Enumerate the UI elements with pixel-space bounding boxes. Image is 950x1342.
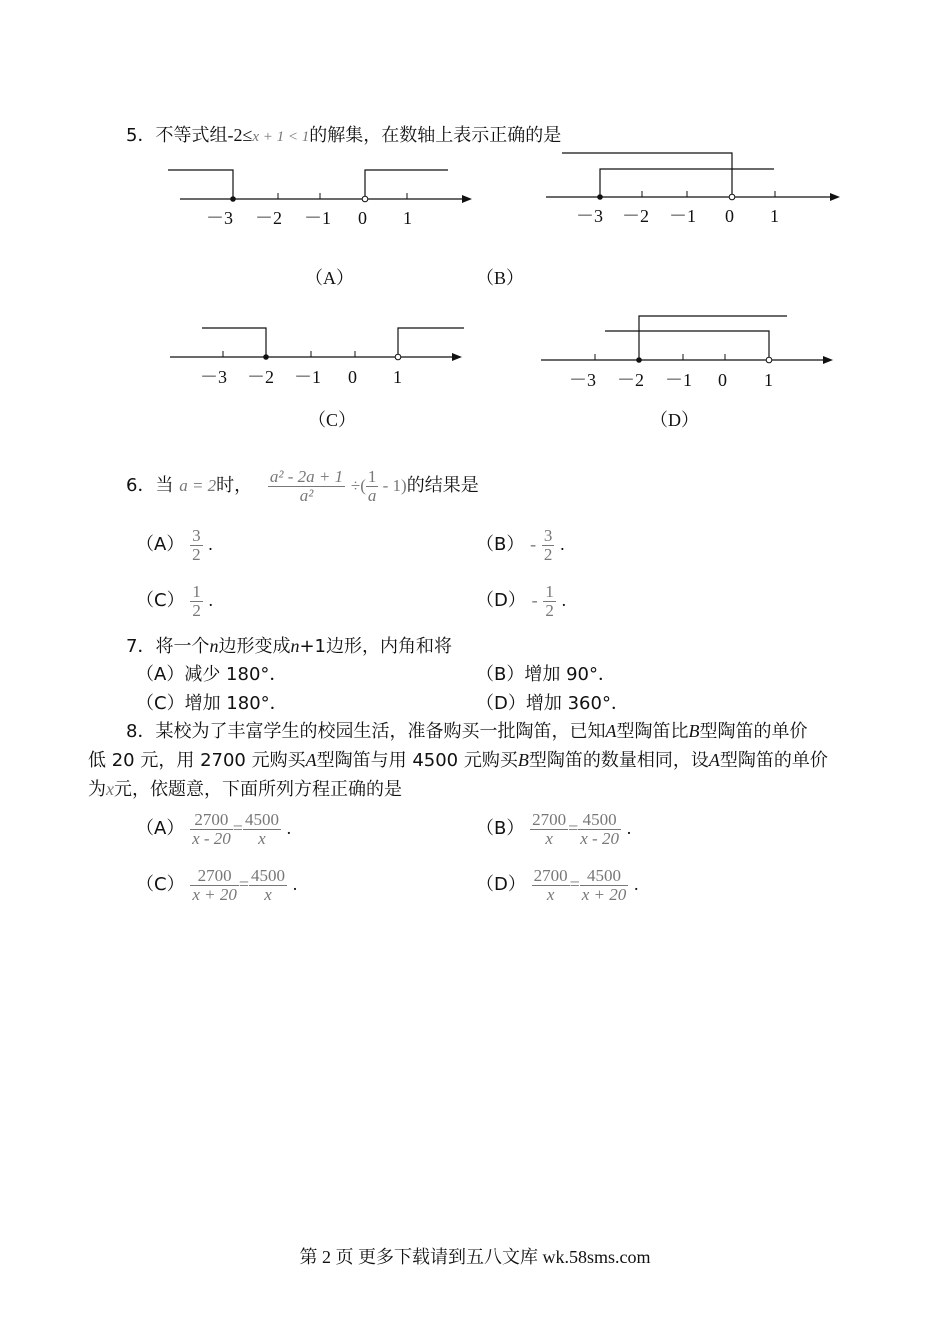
q8-option-a: [136, 806, 291, 851]
equals-sign: =: [568, 818, 579, 838]
option-c-label: （C）: [308, 410, 357, 430]
option-end: .: [626, 818, 632, 838]
tick-label: －1: [304, 208, 331, 228]
option-label: （A）: [136, 534, 185, 555]
tick-label: －1: [669, 206, 696, 226]
q7-number: 7．: [126, 636, 156, 657]
q6-option-c: [136, 580, 213, 621]
q7-option-c: [136, 689, 288, 715]
option-label: （C）: [136, 590, 185, 611]
numerator: 4500: [251, 865, 285, 885]
denominator: 2: [543, 544, 553, 564]
equals-sign: =: [569, 874, 580, 894]
option-label: （A）: [136, 664, 185, 685]
option-fraction: [190, 527, 203, 564]
q8-text: 型陶笛与用 4500 元购买: [316, 750, 518, 771]
numerator: 1: [545, 581, 554, 601]
option-d-label: （D）: [650, 410, 699, 430]
tick-label: 0: [358, 208, 367, 228]
option-label: （B）: [476, 818, 525, 839]
q8-option-c: [136, 862, 297, 907]
number-line-d: [535, 308, 845, 398]
q5-number: 5．: [126, 125, 156, 146]
q8-var-a: A: [708, 750, 720, 770]
tick-label: －1: [665, 370, 692, 390]
solid-point: [597, 194, 603, 200]
q6-condition: a = 2: [179, 476, 217, 495]
q7-option-a: [136, 660, 287, 686]
option-sign: -: [530, 534, 537, 554]
q8-text: 低 20 元，用 2700 元购买: [88, 750, 306, 771]
tick-label: 1: [403, 208, 412, 228]
option-end: .: [208, 534, 213, 554]
q7-option-b: [476, 660, 616, 686]
tick-label: －2: [255, 208, 282, 228]
option-fraction: [542, 527, 555, 564]
option-label: （B）: [476, 664, 525, 685]
numerator: 2700: [532, 809, 567, 829]
segment-left: [202, 328, 266, 357]
solid-point: [263, 354, 269, 360]
tick-label: －3: [200, 367, 227, 387]
option-end: .: [561, 590, 567, 610]
option-sign: -: [531, 590, 538, 610]
q6-divide: ÷(: [350, 476, 366, 495]
q8-text: 型陶笛比: [616, 721, 689, 742]
axis-arrow: [830, 193, 840, 201]
q8-text: 型陶笛的数量相同，设: [528, 750, 709, 771]
ray-left: [168, 170, 233, 199]
q8-var-b: B: [517, 750, 529, 770]
number-line-b: [540, 145, 860, 240]
q6-text-a: 当: [155, 475, 174, 496]
q8-text: 型陶笛的单价: [699, 721, 808, 742]
q7-n: n: [209, 636, 219, 656]
page-footer: 第 2 页 更多下载请到五八文库 wk.58sms.com: [299, 1247, 651, 1267]
tick-label: －3: [569, 370, 596, 390]
ray-left: [605, 331, 769, 360]
hollow-point: [395, 354, 401, 360]
denominator: x - 20: [580, 828, 619, 848]
q6-stem: [126, 464, 479, 508]
left-fraction: [530, 811, 568, 848]
option-label: （D）: [476, 693, 526, 714]
q6-inner-denominator: a: [367, 485, 377, 505]
q7-stem: [126, 632, 452, 658]
ray-right: [639, 316, 787, 360]
tick-label: 0: [348, 367, 357, 387]
denominator: x + 20: [581, 884, 627, 904]
option-text: 减少 180°．: [184, 664, 288, 685]
option-label: （D）: [476, 590, 526, 611]
option-label: （C）: [136, 874, 185, 895]
hollow-point: [766, 357, 772, 363]
q6-fraction-numerator: a² - 2a + 1: [269, 466, 344, 486]
ray-right: [398, 328, 464, 357]
q6-text-b: 时，: [216, 475, 253, 496]
q7-text-c: +1边形，内角和将: [299, 636, 452, 657]
denominator: 2: [192, 600, 201, 620]
tick-label: －3: [576, 206, 603, 226]
option-text: 增加 180°．: [184, 693, 288, 714]
q8-text: 元，依题意，下面所列方程正确的是: [114, 779, 402, 800]
option-text: 增加 90°．: [524, 664, 616, 685]
numerator: 4500: [578, 811, 621, 830]
right-fraction: [578, 811, 621, 848]
q8-option-d: [476, 862, 639, 907]
tick-label: －2: [622, 206, 649, 226]
number-line-a: [160, 160, 490, 240]
tick-label: －2: [247, 367, 274, 387]
q8-text: 8．某校为了丰富学生的校园生活，准备购买一批陶笛，已知: [126, 721, 606, 742]
left-fraction: [532, 867, 570, 904]
denominator: x: [264, 884, 272, 904]
numerator: 3: [543, 525, 553, 545]
solid-point: [636, 357, 642, 363]
denominator: x: [258, 828, 266, 848]
option-end: .: [634, 874, 639, 894]
option-label: （A）: [136, 818, 185, 839]
q5-text-b: 的解集，在数轴上表示正确的是: [309, 125, 562, 146]
option-label: （C）: [136, 693, 185, 714]
option-label: （D）: [476, 874, 526, 895]
numerator: 4500: [580, 867, 629, 886]
q5-stem: [126, 121, 561, 147]
q7-option-d: [476, 689, 629, 715]
tick-label: 0: [718, 370, 727, 390]
denominator: x - 20: [192, 828, 231, 848]
q6-option-a: [136, 524, 213, 565]
hollow-point: [362, 196, 368, 202]
tick-label: 0: [725, 206, 734, 226]
tick-label: －1: [294, 367, 321, 387]
right-fraction: [580, 867, 629, 904]
equals-sign: =: [232, 818, 243, 838]
q5-text-a: 不等式组: [155, 125, 228, 146]
tick-label: 1: [764, 370, 773, 390]
hollow-point: [729, 194, 735, 200]
axis-arrow: [462, 195, 472, 203]
q8-text: 型陶笛的单价: [719, 750, 828, 771]
q6-main-fraction: [268, 468, 345, 505]
q6-option-b: [476, 524, 565, 565]
left-fraction: [190, 867, 239, 904]
denominator: x + 20: [192, 884, 237, 904]
q8-option-b: [476, 806, 631, 851]
q8-text: 为: [88, 779, 106, 800]
option-fraction: [190, 583, 203, 620]
denominator: 2: [545, 600, 554, 620]
option-a-label: （A）: [305, 268, 354, 288]
q6-option-d: [476, 580, 566, 621]
ray-left: [562, 153, 732, 197]
solid-point: [230, 196, 236, 202]
left-fraction: [190, 811, 233, 848]
q6-text-c: 的结果是: [406, 475, 479, 496]
numerator: 2700: [190, 811, 233, 830]
q6-tail: - 1): [378, 476, 407, 495]
option-text: 增加 360°．: [525, 693, 629, 714]
q8-var-a: A: [605, 721, 617, 741]
numerator: 4500: [244, 809, 279, 829]
q6-inner-fraction: [366, 468, 379, 505]
q6-fraction-denominator: a²: [299, 485, 314, 505]
q6-number: 6．: [126, 475, 156, 496]
q8-var-a: A: [305, 750, 317, 770]
option-end: .: [286, 818, 292, 838]
option-end: .: [292, 874, 298, 894]
tick-label: －3: [206, 208, 233, 228]
tick-label: 1: [770, 206, 779, 226]
number-line-c: [160, 320, 480, 395]
denominator: 2: [192, 544, 201, 564]
option-fraction: [543, 583, 556, 620]
right-fraction: [243, 811, 281, 848]
q7-text-b: 边形变成: [218, 636, 291, 657]
option-end: .: [560, 534, 565, 554]
option-label: （B）: [476, 534, 525, 555]
numerator: 1: [192, 581, 201, 601]
q8-var-x: x: [106, 779, 114, 799]
tick-label: －2: [617, 370, 644, 390]
tick-label: 1: [393, 367, 402, 387]
q8-var-b: B: [688, 721, 700, 741]
q5-ineq-mid: x + 1 < 1: [252, 129, 310, 145]
denominator: x: [545, 828, 553, 848]
right-fraction: [249, 867, 287, 904]
q8-line-2: [88, 746, 828, 772]
option-end: .: [208, 590, 214, 610]
q5-ineq-left: -2≤: [227, 125, 253, 145]
numerator: 2700: [190, 867, 239, 886]
option-b-label: （B）: [476, 268, 525, 288]
equals-sign: =: [238, 874, 249, 894]
q7-text-a: 将一个: [155, 636, 210, 657]
q8-line-3: [88, 775, 402, 801]
numerator: 3: [192, 525, 201, 545]
axis-arrow: [452, 353, 462, 361]
numerator: 2700: [533, 865, 568, 885]
q6-inner-numerator: 1: [367, 466, 377, 486]
q7-n2: n: [290, 636, 300, 656]
denominator: x: [546, 884, 555, 904]
axis-arrow: [823, 356, 833, 364]
q8-line-1: [126, 717, 807, 743]
